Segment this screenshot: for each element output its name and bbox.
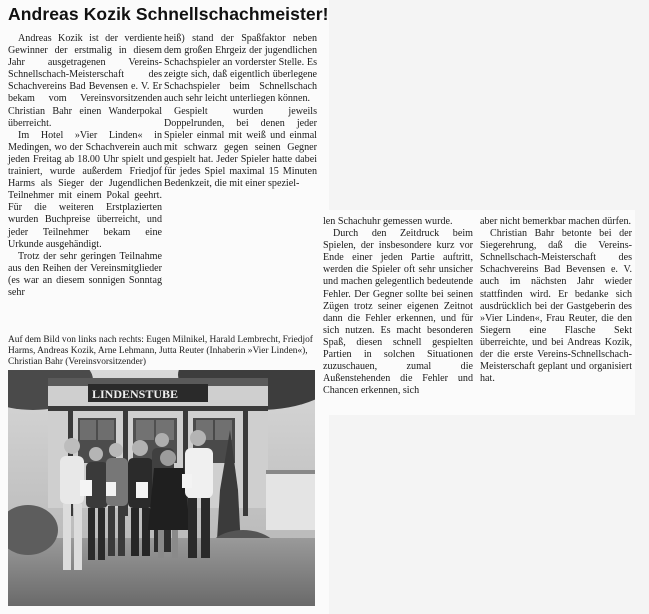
paragraph: Durch den Zeitdruck beim Spielen, der insbesondere kurz vor Ende einer jeden Partie auftritt, werden die Spieler oft sehr unsicher und machen gelegentlich bedeutende Fehler. Der Gegner sollte bei seinen Zügen trotz seiner eigenen Zeitnot dann die Fehler erkennen, und für sich nutzen. Es macht besonderen Spaß, diesen schnell gespielten Partien in solchen Situationen zuzuschauen, zumal die Außenstehenden die Fehler und Chancen erkennen, sich — [323, 228, 473, 397]
paragraph: Christian Bahr betonte bei der Siegerehrung, daß die Vereins-Schnellschach-Meisterschaft des Schachvereins Bad Bevensen e. V. auch im nächsten Jahr wieder stattfinden wird. Er bedanke sich ausdrücklich bei der Gastgeberin des »Vier Linden«, Frau Reuter, die den Siegern eine Flasche Sekt überreichte, und bei Andreas Kozik, der die erste Vereins-Schnellschach-Meisterschaft geplant und organisiert hat. — [480, 228, 632, 385]
paragraph: Andreas Kozik ist der verdiente Gewinner der erstmalig in diesem Jahr ausgetragenen Vereins-Schnellschach-Meisterschaft des Schachvereins Bad Bevensen e. V. Er bekam vom Vereinsvorsitzenden Christian Bahr einen Wanderpokal überreicht. — [8, 33, 162, 129]
paragraph: Im Hotel »Vier Linden« in Medingen, wo der Schachverein auch jeden Freitag ab 18.00 Uhr spielt und trainiert, wurde außerdem Friedjof Harms als Sieger der Jugendlichen Teilnehmer mit einem Pokal geehrt. Für die weiteren Erstplazierten wurden Buchpreise überreicht, und jeder Teilnehmer bekam eine Urkunde ausgehändigt. — [8, 129, 162, 250]
text-column-2 — [164, 33, 317, 190]
group-photo-drawing — [8, 370, 315, 606]
sign-text: LINDENSTUBE — [92, 387, 179, 401]
article-headline: Andreas Kozik Schnellschachmeister! — [8, 4, 329, 24]
text-column-1 — [8, 33, 162, 299]
paragraph: Trotz der sehr geringen Teilnahme aus den Reihen der Vereinsmitglieder (es war an diesem sonnigen Sonntag sehr — [8, 250, 162, 298]
paragraph: heiß) stand der Spaßfaktor neben dem großen Ehrgeiz der jugendlichen Schachspieler an vorderster Stelle. Es zeigte sich, daß eigentlich überlegene Schachspieler beim Schnellschach auch sehr leicht unterliegen können. — [164, 33, 317, 105]
paragraph: len Schachuhr gemessen wurde. — [323, 216, 453, 227]
photo-caption: Auf dem Bild von links nach rechts: Eugen Milnikel, Harald Lembrecht, Friedjof Harms, Andreas Kozik, Arne Lehmann, Jutta Reuter (Inhaberin »Vier Linden«), Christian Bahr (Vereinsvorsitzender) — [8, 335, 313, 368]
paragraph: Gespielt wurden jeweils Doppelrunden, bei denen jeder Spieler einmal mit weiß und einmal mit schwarz gegen seinen Gegner gespielt hat. Jeder Spieler hatte dabei für jedes Spiel maximal 15 Minuten Bedenkzeit, die mit einer speziel- — [164, 105, 317, 190]
text-column-3 — [323, 216, 473, 397]
group-photo — [8, 370, 315, 606]
paragraph: aber nicht bemerkbar machen dürfen. — [480, 216, 632, 227]
text-column-4 — [480, 216, 632, 385]
